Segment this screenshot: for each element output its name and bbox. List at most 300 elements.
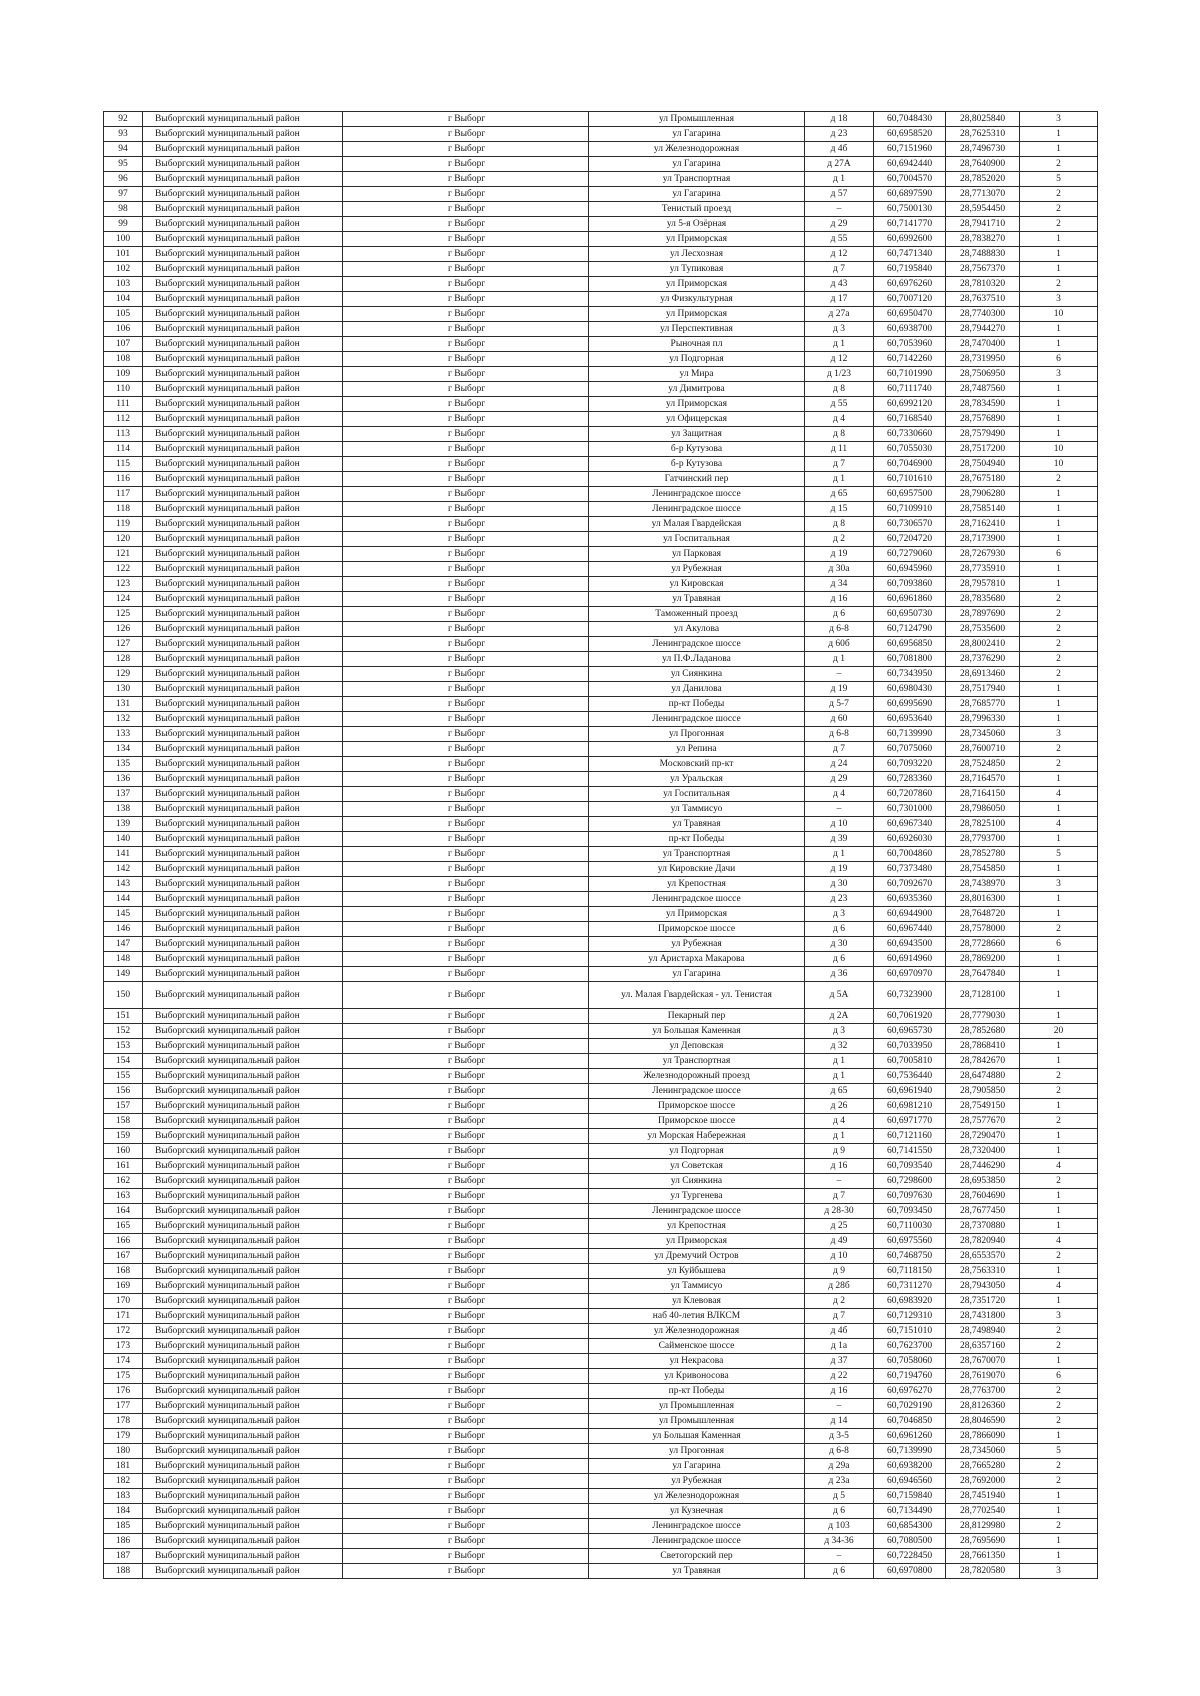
latitude-cell: 60,6980430	[874, 682, 946, 697]
street-cell: ул Морская Набережная	[589, 1129, 805, 1144]
row-number: 187	[104, 1549, 143, 1564]
table-row	[104, 652, 1098, 667]
city-cell: г Выборг	[343, 1549, 589, 1564]
house-cell: д 6	[805, 1504, 874, 1519]
latitude-cell: 60,6961860	[874, 592, 946, 607]
city-cell: г Выборг	[343, 187, 589, 202]
table-row	[104, 1024, 1098, 1039]
row-number: 139	[104, 817, 143, 832]
district-cell: Выборгский муниципальный район	[143, 1504, 343, 1519]
row-number: 157	[104, 1099, 143, 1114]
longitude-cell: 28,7906280	[946, 487, 1020, 502]
city-cell: г Выборг	[343, 172, 589, 187]
row-number: 166	[104, 1234, 143, 1249]
table-row	[104, 202, 1098, 217]
house-cell: д 25	[805, 1219, 874, 1234]
count-cell: 1	[1020, 832, 1098, 847]
house-cell: д 1	[805, 337, 874, 352]
house-cell: –	[805, 1174, 874, 1189]
district-cell: Выборгский муниципальный район	[143, 1534, 343, 1549]
latitude-cell: 60,7097630	[874, 1189, 946, 1204]
table-row	[104, 1489, 1098, 1504]
city-cell: г Выборг	[343, 1414, 589, 1429]
city-cell: г Выборг	[343, 442, 589, 457]
city-cell: г Выборг	[343, 1519, 589, 1534]
house-cell: д 18	[805, 112, 874, 127]
district-cell: Выборгский муниципальный район	[143, 1009, 343, 1024]
house-cell: д 4	[805, 412, 874, 427]
house-cell: д 9	[805, 1144, 874, 1159]
longitude-cell: 28,7677450	[946, 1204, 1020, 1219]
longitude-cell: 28,6357160	[946, 1339, 1020, 1354]
street-cell: ул Кузнечная	[589, 1504, 805, 1519]
count-cell: 2	[1020, 277, 1098, 292]
latitude-cell: 60,7468750	[874, 1249, 946, 1264]
street-cell: ул Транспортная	[589, 847, 805, 862]
latitude-cell: 60,6945960	[874, 562, 946, 577]
latitude-cell: 60,7151960	[874, 142, 946, 157]
district-cell: Выборгский муниципальный район	[143, 772, 343, 787]
longitude-cell: 28,7866090	[946, 1429, 1020, 1444]
longitude-cell: 28,7793700	[946, 832, 1020, 847]
count-cell: 1	[1020, 1099, 1098, 1114]
district-cell: Выборгский муниципальный район	[143, 487, 343, 502]
longitude-cell: 28,7779030	[946, 1009, 1020, 1024]
count-cell: 1	[1020, 427, 1098, 442]
longitude-cell: 28,7670070	[946, 1354, 1020, 1369]
city-cell: г Выборг	[343, 307, 589, 322]
city-cell: г Выборг	[343, 787, 589, 802]
row-number: 138	[104, 802, 143, 817]
city-cell: г Выборг	[343, 952, 589, 967]
longitude-cell: 28,7162410	[946, 517, 1020, 532]
longitude-cell: 28,8126360	[946, 1399, 1020, 1414]
table-row	[104, 127, 1098, 142]
house-cell: д 5А	[805, 982, 874, 1009]
row-number: 120	[104, 532, 143, 547]
street-cell: наб 40-летия ВЛКСМ	[589, 1309, 805, 1324]
row-number: 178	[104, 1414, 143, 1429]
house-cell: д 1	[805, 1054, 874, 1069]
count-cell: 3	[1020, 1564, 1098, 1579]
city-cell: г Выборг	[343, 877, 589, 892]
longitude-cell: 28,7576890	[946, 412, 1020, 427]
count-cell: 1	[1020, 1219, 1098, 1234]
latitude-cell: 60,7168540	[874, 412, 946, 427]
district-cell: Выборгский муниципальный район	[143, 1159, 343, 1174]
table-row	[104, 622, 1098, 637]
house-cell: д 19	[805, 862, 874, 877]
street-cell: ул Советская	[589, 1159, 805, 1174]
house-cell: д 16	[805, 1159, 874, 1174]
district-cell: Выборгский муниципальный район	[143, 1489, 343, 1504]
table-row	[104, 1399, 1098, 1414]
count-cell: 2	[1020, 652, 1098, 667]
district-cell: Выборгский муниципальный район	[143, 262, 343, 277]
latitude-cell: 60,6935360	[874, 892, 946, 907]
latitude-cell: 60,6956850	[874, 637, 946, 652]
longitude-cell: 28,7957810	[946, 577, 1020, 592]
street-cell: Ленинградское шоссе	[589, 1204, 805, 1219]
house-cell: –	[805, 802, 874, 817]
table-row	[104, 1204, 1098, 1219]
city-cell: г Выборг	[343, 1144, 589, 1159]
street-cell: ул Транспортная	[589, 1054, 805, 1069]
longitude-cell: 28,7451940	[946, 1489, 1020, 1504]
latitude-cell: 60,6961260	[874, 1429, 946, 1444]
house-cell: д 1	[805, 847, 874, 862]
longitude-cell: 28,7290470	[946, 1129, 1020, 1144]
table-row	[104, 742, 1098, 757]
latitude-cell: 60,6970970	[874, 967, 946, 982]
street-cell: ул Крепостная	[589, 1219, 805, 1234]
row-number: 126	[104, 622, 143, 637]
house-cell: д 1	[805, 1069, 874, 1084]
latitude-cell: 60,6981210	[874, 1099, 946, 1114]
district-cell: Выборгский муниципальный район	[143, 907, 343, 922]
longitude-cell: 28,7506950	[946, 367, 1020, 382]
count-cell: 1	[1020, 1534, 1098, 1549]
row-number: 148	[104, 952, 143, 967]
longitude-cell: 28,7763700	[946, 1384, 1020, 1399]
row-number: 163	[104, 1189, 143, 1204]
house-cell: д 23а	[805, 1474, 874, 1489]
row-number: 151	[104, 1009, 143, 1024]
count-cell: 2	[1020, 1474, 1098, 1489]
district-cell: Выборгский муниципальный район	[143, 967, 343, 982]
street-cell: Светогорский пер	[589, 1549, 805, 1564]
city-cell: г Выборг	[343, 1324, 589, 1339]
table-row	[104, 517, 1098, 532]
city-cell: г Выборг	[343, 1069, 589, 1084]
district-cell: Выборгский муниципальный район	[143, 217, 343, 232]
house-cell: д 30а	[805, 562, 874, 577]
longitude-cell: 28,7675180	[946, 472, 1020, 487]
district-cell: Выборгский муниципальный район	[143, 1069, 343, 1084]
street-cell: Тенистый проезд	[589, 202, 805, 217]
city-cell: г Выборг	[343, 157, 589, 172]
house-cell: д 65	[805, 487, 874, 502]
city-cell: г Выборг	[343, 697, 589, 712]
district-cell: Выборгский муниципальный район	[143, 817, 343, 832]
longitude-cell: 28,7852780	[946, 847, 1020, 862]
house-cell: д 24	[805, 757, 874, 772]
latitude-cell: 60,7007120	[874, 292, 946, 307]
street-cell: Ленинградское шоссе	[589, 892, 805, 907]
house-cell: д 55	[805, 232, 874, 247]
table-row	[104, 697, 1098, 712]
district-cell: Выборгский муниципальный район	[143, 1429, 343, 1444]
district-cell: Выборгский муниципальный район	[143, 832, 343, 847]
latitude-cell: 60,6992600	[874, 232, 946, 247]
count-cell: 1	[1020, 712, 1098, 727]
count-cell: 2	[1020, 592, 1098, 607]
city-cell: г Выборг	[343, 1309, 589, 1324]
city-cell: г Выборг	[343, 667, 589, 682]
house-cell: д 55	[805, 397, 874, 412]
count-cell: 1	[1020, 1489, 1098, 1504]
longitude-cell: 28,7438970	[946, 877, 1020, 892]
house-cell: д 8	[805, 427, 874, 442]
table-row	[104, 172, 1098, 187]
table-row	[104, 937, 1098, 952]
district-cell: Выборгский муниципальный район	[143, 1354, 343, 1369]
count-cell: 10	[1020, 442, 1098, 457]
longitude-cell: 28,7713070	[946, 187, 1020, 202]
longitude-cell: 28,7345060	[946, 727, 1020, 742]
street-cell: ул Железнодорожная	[589, 1324, 805, 1339]
table-row	[104, 757, 1098, 772]
district-cell: Выборгский муниципальный район	[143, 172, 343, 187]
city-cell: г Выборг	[343, 547, 589, 562]
latitude-cell: 60,7004860	[874, 847, 946, 862]
latitude-cell: 60,7093220	[874, 757, 946, 772]
count-cell: 5	[1020, 172, 1098, 187]
street-cell: ул Гагарина	[589, 187, 805, 202]
house-cell: д 28б	[805, 1279, 874, 1294]
city-cell: г Выборг	[343, 922, 589, 937]
house-cell: д 9	[805, 1264, 874, 1279]
latitude-cell: 60,7101990	[874, 367, 946, 382]
table-row	[104, 1234, 1098, 1249]
city-cell: г Выборг	[343, 1444, 589, 1459]
count-cell: 1	[1020, 322, 1098, 337]
street-cell: Ленинградское шоссе	[589, 637, 805, 652]
row-number: 167	[104, 1249, 143, 1264]
table-row	[104, 307, 1098, 322]
row-number: 128	[104, 652, 143, 667]
row-number: 142	[104, 862, 143, 877]
house-cell: д 12	[805, 247, 874, 262]
table-row	[104, 862, 1098, 877]
row-number: 115	[104, 457, 143, 472]
longitude-cell: 28,8016300	[946, 892, 1020, 907]
street-cell: ул Мира	[589, 367, 805, 382]
house-cell: д 6-8	[805, 727, 874, 742]
row-number: 134	[104, 742, 143, 757]
longitude-cell: 28,7517200	[946, 442, 1020, 457]
latitude-cell: 60,7142260	[874, 352, 946, 367]
row-number: 118	[104, 502, 143, 517]
street-cell: пр-кт Победы	[589, 697, 805, 712]
table-row	[104, 1534, 1098, 1549]
row-number: 110	[104, 382, 143, 397]
house-cell: д 6	[805, 922, 874, 937]
street-cell: ул Травяная	[589, 1564, 805, 1579]
latitude-cell: 60,6967440	[874, 922, 946, 937]
house-cell: д 4б	[805, 1324, 874, 1339]
city-cell: г Выборг	[343, 1219, 589, 1234]
house-cell: д 10	[805, 817, 874, 832]
count-cell: 2	[1020, 742, 1098, 757]
street-cell: Сайменское шоссе	[589, 1339, 805, 1354]
house-cell: –	[805, 202, 874, 217]
house-cell: д 60	[805, 712, 874, 727]
street-cell: Ленинградское шоссе	[589, 1534, 805, 1549]
row-number: 140	[104, 832, 143, 847]
count-cell: 2	[1020, 472, 1098, 487]
count-cell: 2	[1020, 667, 1098, 682]
row-number: 129	[104, 667, 143, 682]
count-cell: 1	[1020, 1144, 1098, 1159]
house-cell: д 19	[805, 547, 874, 562]
district-cell: Выборгский муниципальный район	[143, 397, 343, 412]
row-number: 122	[104, 562, 143, 577]
street-cell: ул Большая Каменная	[589, 1024, 805, 1039]
latitude-cell: 60,7623700	[874, 1339, 946, 1354]
table-row	[104, 727, 1098, 742]
district-cell: Выборгский муниципальный район	[143, 1549, 343, 1564]
count-cell: 2	[1020, 1324, 1098, 1339]
district-cell: Выборгский муниципальный район	[143, 517, 343, 532]
count-cell: 1	[1020, 1054, 1098, 1069]
district-cell: Выборгский муниципальный район	[143, 1174, 343, 1189]
city-cell: г Выборг	[343, 322, 589, 337]
district-cell: Выборгский муниципальный район	[143, 652, 343, 667]
longitude-cell: 28,7905850	[946, 1084, 1020, 1099]
street-cell: ул Сиянкина	[589, 1174, 805, 1189]
street-cell: ул Приморская	[589, 907, 805, 922]
house-cell: д 7	[805, 262, 874, 277]
city-cell: г Выборг	[343, 142, 589, 157]
house-cell: д 1	[805, 1129, 874, 1144]
city-cell: г Выборг	[343, 1249, 589, 1264]
table-row	[104, 382, 1098, 397]
street-cell: Рыночная пл	[589, 337, 805, 352]
table-row	[104, 1354, 1098, 1369]
table-row	[104, 952, 1098, 967]
house-cell: д 7	[805, 457, 874, 472]
count-cell: 4	[1020, 1159, 1098, 1174]
latitude-cell: 60,7134490	[874, 1504, 946, 1519]
table-row	[104, 802, 1098, 817]
table-row	[104, 1369, 1098, 1384]
district-cell: Выборгский муниципальный район	[143, 547, 343, 562]
city-cell: г Выборг	[343, 907, 589, 922]
city-cell: г Выборг	[343, 1264, 589, 1279]
table-row	[104, 1474, 1098, 1489]
row-number: 98	[104, 202, 143, 217]
row-number: 172	[104, 1324, 143, 1339]
table-row	[104, 427, 1098, 442]
longitude-cell: 28,7446290	[946, 1159, 1020, 1174]
longitude-cell: 28,7637510	[946, 292, 1020, 307]
longitude-cell: 28,7835680	[946, 592, 1020, 607]
house-cell: д 16	[805, 1384, 874, 1399]
city-cell: г Выборг	[343, 337, 589, 352]
table-row	[104, 232, 1098, 247]
district-cell: Выборгский муниципальный район	[143, 667, 343, 682]
district-cell: Выборгский муниципальный район	[143, 292, 343, 307]
city-cell: г Выборг	[343, 1129, 589, 1144]
row-number: 96	[104, 172, 143, 187]
table-row	[104, 817, 1098, 832]
count-cell: 20	[1020, 1024, 1098, 1039]
row-number: 180	[104, 1444, 143, 1459]
count-cell: 1	[1020, 1009, 1098, 1024]
house-cell: –	[805, 1399, 874, 1414]
latitude-cell: 60,7048430	[874, 112, 946, 127]
city-cell: г Выборг	[343, 1429, 589, 1444]
latitude-cell: 60,7093540	[874, 1159, 946, 1174]
table-row	[104, 1309, 1098, 1324]
count-cell: 2	[1020, 622, 1098, 637]
longitude-cell: 28,7648720	[946, 907, 1020, 922]
city-cell: г Выборг	[343, 712, 589, 727]
longitude-cell: 28,7563310	[946, 1264, 1020, 1279]
latitude-cell: 60,6942440	[874, 157, 946, 172]
house-cell: д 32	[805, 1039, 874, 1054]
house-cell: д 29	[805, 217, 874, 232]
street-cell: Пекарный пер	[589, 1009, 805, 1024]
district-cell: Выборгский муниципальный район	[143, 1414, 343, 1429]
street-cell: ул Госпитальная	[589, 532, 805, 547]
count-cell: 1	[1020, 1429, 1098, 1444]
table-row	[104, 1174, 1098, 1189]
house-cell: д 1	[805, 652, 874, 667]
longitude-cell: 28,7128100	[946, 982, 1020, 1009]
longitude-cell: 28,7692000	[946, 1474, 1020, 1489]
district-cell: Выборгский муниципальный район	[143, 1324, 343, 1339]
house-cell: д 36	[805, 967, 874, 982]
district-cell: Выборгский муниципальный район	[143, 727, 343, 742]
district-cell: Выборгский муниципальный район	[143, 1564, 343, 1579]
house-cell: д 43	[805, 277, 874, 292]
longitude-cell: 28,7517940	[946, 682, 1020, 697]
latitude-cell: 60,7373480	[874, 862, 946, 877]
district-cell: Выборгский муниципальный район	[143, 367, 343, 382]
latitude-cell: 60,7109910	[874, 502, 946, 517]
longitude-cell: 28,7685770	[946, 697, 1020, 712]
street-cell: ул Транспортная	[589, 172, 805, 187]
district-cell: Выборгский муниципальный район	[143, 1384, 343, 1399]
longitude-cell: 28,6953850	[946, 1174, 1020, 1189]
table-row	[104, 1084, 1098, 1099]
count-cell: 1	[1020, 1264, 1098, 1279]
house-cell: д 27А	[805, 157, 874, 172]
latitude-cell: 60,7004570	[874, 172, 946, 187]
city-cell: г Выборг	[343, 742, 589, 757]
street-cell: ул Таммисуо	[589, 802, 805, 817]
district-cell: Выборгский муниципальный район	[143, 1054, 343, 1069]
table-row	[104, 352, 1098, 367]
latitude-cell: 60,7311270	[874, 1279, 946, 1294]
city-cell: г Выборг	[343, 817, 589, 832]
house-cell: д 30	[805, 877, 874, 892]
latitude-cell: 60,7204720	[874, 532, 946, 547]
count-cell: 1	[1020, 562, 1098, 577]
district-cell: Выборгский муниципальный район	[143, 577, 343, 592]
longitude-cell: 28,7852680	[946, 1024, 1020, 1039]
row-number: 119	[104, 517, 143, 532]
table-row	[104, 1249, 1098, 1264]
city-cell: г Выборг	[343, 292, 589, 307]
row-number: 104	[104, 292, 143, 307]
table-row	[104, 262, 1098, 277]
district-cell: Выборгский муниципальный район	[143, 847, 343, 862]
row-number: 116	[104, 472, 143, 487]
row-number: 177	[104, 1399, 143, 1414]
district-cell: Выборгский муниципальный район	[143, 472, 343, 487]
latitude-cell: 60,7536440	[874, 1069, 946, 1084]
latitude-cell: 60,6946560	[874, 1474, 946, 1489]
table-row	[104, 637, 1098, 652]
house-cell: д 4	[805, 787, 874, 802]
district-cell: Выборгский муниципальный район	[143, 1189, 343, 1204]
table-row	[104, 787, 1098, 802]
longitude-cell: 28,7640900	[946, 157, 1020, 172]
city-cell: г Выборг	[343, 427, 589, 442]
